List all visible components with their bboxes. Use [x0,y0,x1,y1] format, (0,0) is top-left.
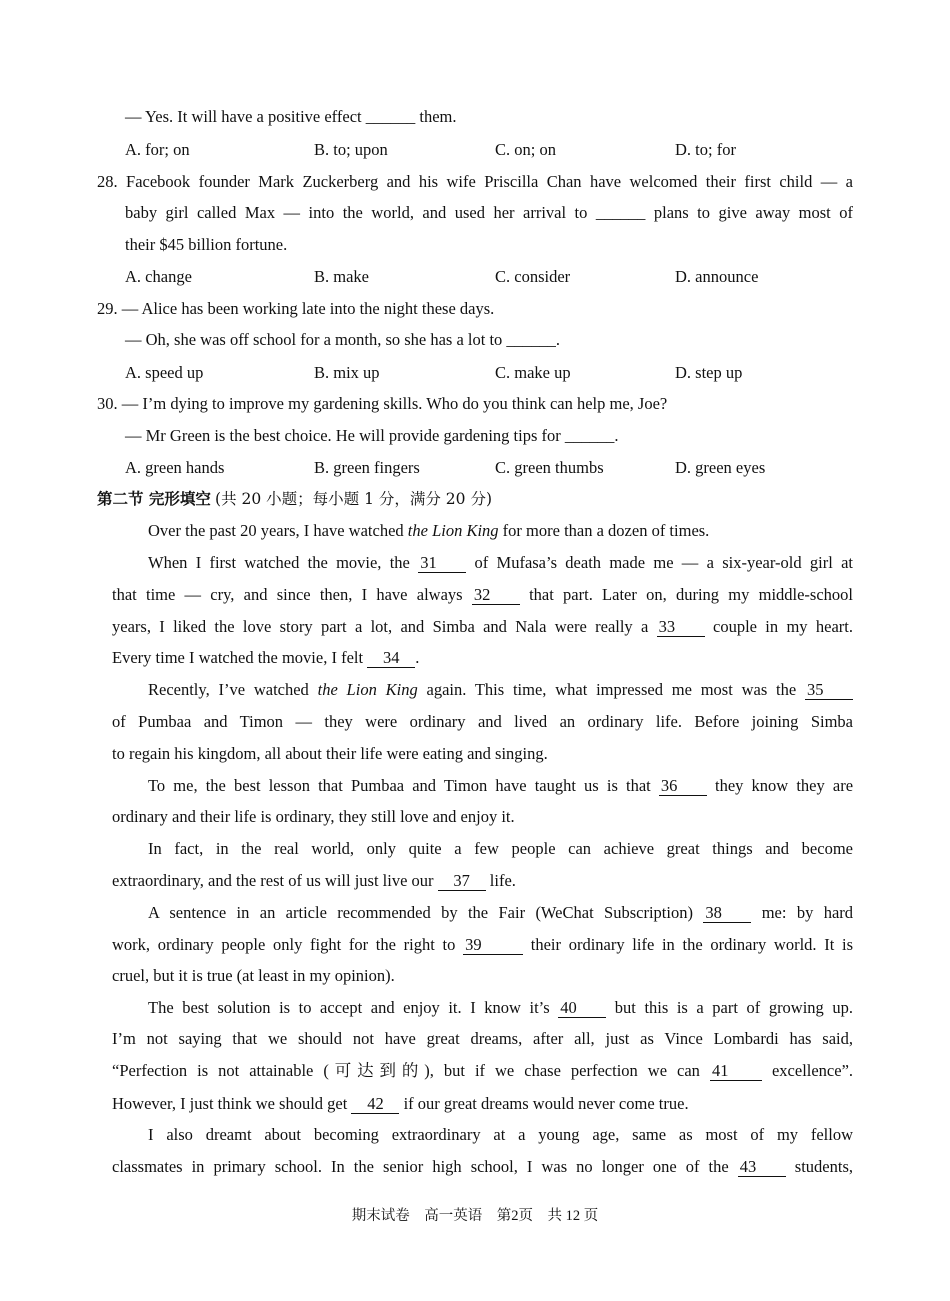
q27-option-a: A. for; on [125,140,190,159]
passage-text: A sentence in an article recommended by the Fair (WeChat Subscription) [148,903,693,922]
q30-option-a: A. green hands [125,458,225,477]
passage-text: couple in my heart. [713,617,853,636]
passage-line [112,647,419,669]
passage-text: classmates in primary school. In the senior high school, I was no longer one of the [112,1157,729,1176]
passage-line [148,997,853,1019]
passage-text: they know they are [715,776,854,795]
blank-40[interactable]: 40 [558,999,606,1018]
passage-text: if our great dreams would never come true. [403,1094,689,1113]
passage-text: extraordinary, and the rest of us will just live our [112,871,434,890]
blank-35[interactable]: 35 [805,681,853,700]
blank-34[interactable]: 34 [367,649,415,668]
passage-paragraph-1 [148,520,709,542]
q29-option-d: D. step up [675,363,743,382]
blank-41[interactable]: 41 [710,1062,762,1081]
blank-38[interactable]: 38 [703,904,751,923]
section-note: (共 20 小题；每小题 1 分，满分 20 分) [215,490,492,508]
passage-line [148,679,853,701]
q28-option-c: C. consider [495,267,571,286]
q28-stem-line3: their $45 billion fortune. [125,235,288,254]
passage-text: To me, the best lesson that Pumbaa and Timon have taught us is that [148,776,651,795]
blank-33[interactable]: 33 [657,618,705,637]
q28-stem-line1: 28. Facebook founder Mark Zuckerberg and his wife Priscilla Chan have welcomed their first child — a [97,172,853,191]
passage-line: I’m not saying that we should not have great dreams, after all, just as Vince Lombardi has said, [112,1029,853,1048]
q30-option-b: B. green fingers [314,458,420,477]
passage-line [148,775,853,797]
passage-text: but this is a part of growing up. [614,998,853,1017]
passage-text: Recently, I’ve watched [148,680,318,699]
section-heading [97,488,492,510]
passage-line [148,902,853,924]
passage-text: life. [489,871,516,890]
q29-stem-line2: — Oh, she was off school for a month, so she has a lot to ______. [125,330,561,349]
q29-stem-line1: 29. — Alice has been working late into the night these days. [97,299,495,318]
passage-line [112,1060,853,1082]
page-footer: 期末试卷 高一英语 第2页 共 12 页 [351,1208,599,1224]
q27-option-b: B. to; upon [314,140,388,159]
passage-line [148,552,853,574]
q28-option-a: A. change [125,267,192,286]
passage-line [112,584,853,606]
q27-option-c: C. on; on [495,140,556,159]
passage-text: that part. Later on, during my middle-school [529,585,854,604]
passage-line: I also dreamt about becoming extraordinary at a young age, same as most of my fellow [148,1125,853,1144]
passage-text: students, [794,1157,854,1176]
q30-option-d: D. green eyes [675,458,766,477]
passage-line: to regain his kingdom, all about their life were eating and singing. [112,744,548,763]
passage-text: Every time I watched the movie, I felt [112,648,364,667]
blank-42[interactable]: 42 [351,1095,399,1114]
passage-line: cruel, but it is true (at least in my opinion). [112,966,395,985]
q30-option-c: C. green thumbs [495,458,604,477]
passage-text: me: by hard [761,903,854,922]
passage-text: work, ordinary people only fight for the right to [112,935,456,954]
passage-line [112,616,853,638]
q27-option-d: D. to; for [675,140,736,159]
passage-text: for more than a dozen of times. [498,521,710,540]
q28-option-d: D. announce [675,267,759,286]
q28-stem-line2: baby girl called Max — into the world, and used her arrival to ______ plans to give away most of [125,203,853,222]
passage-line [112,870,516,892]
passage-text: that time — cry, and since then, I have always [112,585,463,604]
passage-text: However, I just think we should get [112,1094,348,1113]
q28-option-b: B. make [314,267,369,286]
passage-line: In fact, in the real world, only quite a few people can achieve great things and become [148,839,853,858]
q30-stem-line2: — Mr Green is the best choice. He will provide gardening tips for ______. [125,426,619,445]
passage-text: When I first watched the movie, the [148,553,410,572]
passage-line: ordinary and their life is ordinary, they still love and enjoy it. [112,807,515,826]
passage-text: excellence”. [771,1061,854,1080]
passage-text: “Perfection is not attainable (可达到的), but if we chase perfection we can [112,1061,700,1080]
blank-36[interactable]: 36 [659,777,707,796]
passage-line [112,1093,689,1115]
blank-32[interactable]: 32 [472,586,520,605]
passage-text: Over the past 20 years, I have watched [148,521,408,540]
passage-line: of Pumbaa and Timon — they were ordinary and lived an ordinary life. Before joining Simba [112,712,853,731]
passage-line [112,1156,853,1178]
passage-text: The best solution is to accept and enjoy it. I know it’s [148,998,550,1017]
passage-line [112,934,853,956]
blank-31[interactable]: 31 [418,554,466,573]
blank-37[interactable]: 37 [438,872,486,891]
blank-43[interactable]: 43 [738,1158,786,1177]
passage-text: again. This time, what impressed me most was the [417,680,797,699]
passage-text: . [415,648,420,667]
blank-39[interactable]: 39 [463,936,523,955]
section-title: 第二节 完形填空 [97,490,211,508]
passage-text: of Mufasa’s death made me — a six-year-old girl at [474,553,854,572]
q29-option-a: A. speed up [125,363,204,382]
movie-title: the Lion King [317,680,418,699]
passage-text: years, I liked the love story part a lot, and Simba and Nala were really a [112,617,649,636]
q27-answer-line: — Yes. It will have a positive effect ______ them. [125,107,457,126]
q29-option-b: B. mix up [314,363,380,382]
q30-stem-line1: 30. — I’m dying to improve my gardening skills. Who do you think can help me, Joe? [97,394,668,413]
movie-title: the Lion King [407,521,499,540]
q29-option-c: C. make up [495,363,571,382]
passage-text: their ordinary life in the ordinary world. It is [530,935,854,954]
